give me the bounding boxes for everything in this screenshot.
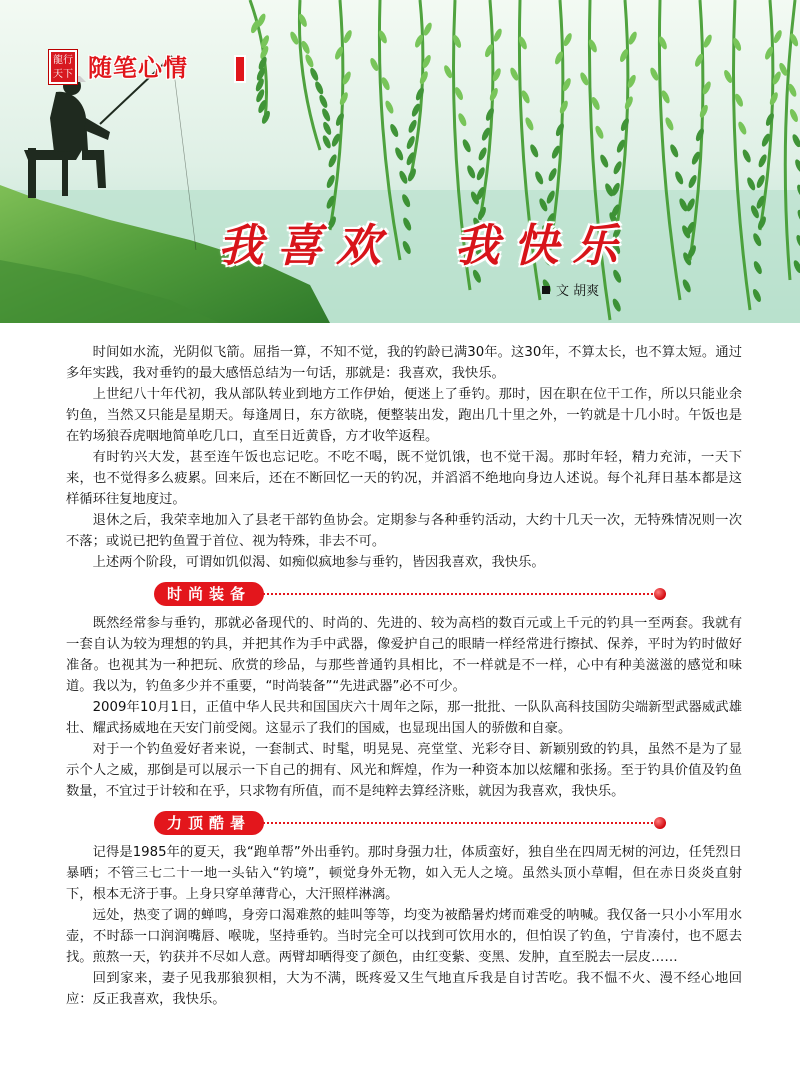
paragraph: 回到家来，妻子见我那狼狈相，大为不满，既疼爱又生气地直斥我是自讨苦吃。我不愠不火、漫不经心地回应：反正我喜欢，我快乐。 [66, 971, 742, 1007]
byline [542, 283, 599, 301]
paragraph: 记得是1985年的夏天，我“跑单帮”外出垂钓。那时身强力壮，体质蛮好，独自坐在四周无树的河边，任凭烈日暴晒；不管三七二十一地一头钻入“钓境”，顿觉身外无物，如入无人之境。虽然头顶小草帽，但在赤日炎炎直射下，根本无济于事。上身只穿单薄背心，大汗照样淋漓。 [66, 845, 742, 902]
section-heading-label: 时尚装备 [154, 582, 264, 606]
paragraph: 时间如水流，光阴似飞箭。屈指一算，不知不觉，我的钓龄已满30年。这30年，不算太长，也不算太短。通过多年实践，我对垂钓的最大感悟总结为一句话，那就是：我喜欢，我快乐。 [66, 345, 742, 381]
paragraph: 上世纪八十年代初，我从部队转业到地方工作伊始，便迷上了垂钓。那时，因在职在位干工作，所以只能业余钓鱼，当然又只能是星期天。每逢周日，东方欲晓，便整装出发，跑出几十里之外，一钓就是十几小时。午饭也是在钓场狼吞虎咽地简单吃几口，直至日近黄昏，方才收竿返程。 [66, 387, 742, 444]
header-banner [0, 0, 800, 323]
byline-square-icon [542, 286, 550, 294]
section-heading-label: 力顶酷暑 [154, 811, 264, 835]
article-body [66, 342, 742, 1010]
red-dot-icon [654, 588, 666, 600]
byline-author: 文 胡爽 [556, 284, 600, 299]
article-title: 我喜欢 我快乐 [218, 219, 632, 272]
column-title-bar [236, 57, 244, 81]
red-dot-icon [654, 817, 666, 829]
section-summer-heat [66, 842, 742, 1010]
column-logo-text: 龍行天下 [53, 55, 73, 80]
paragraph: 上述两个阶段，可谓如饥似渴、如痴似疯地参与垂钓，皆因我喜欢，我快乐。 [92, 555, 545, 570]
column-logo-badge [49, 50, 77, 84]
paragraph: 退休之后，我荣幸地加入了县老干部钓鱼协会。定期参与各种垂钓活动，大约十几天一次，无特殊情况则一次不落；或说已把钓鱼置于首位、视为特殊，非去不可。 [66, 513, 742, 549]
paragraph: 2009年10月1日，正值中华人民共和国国庆六十周年之际，那一批批、一队队高科技国防尖端新型武器威武雄壮、耀武扬威地在天安门前受阅。这显示了我们的国威，也显现出国人的骄傲和自豪。 [66, 700, 742, 736]
paragraph: 远处，热变了调的蝉鸣，身旁口渴难熬的蛙叫等等，均变为被酷暑灼烤而难受的呐喊。我仅备一只小小军用水壶，不时舔一口润润嘴唇、喉咙，坚持垂钓。当时完全可以找到可饮用水的，但怕误了钓鱼，宁肯凑付，也不愿去找。煎熬一天，钓获并不尽如人意。两臂却晒得变了颜色，由红变紫、变黑、发肿，直至脱去一层皮…… [66, 908, 742, 965]
paragraph: 对于一个钓鱼爱好者来说，一套制式、时髦，明晃晃、亮堂堂、光彩夺目、新颖别致的钓具，虽然不是为了显示个人之威，那倒是可以展示一下自己的拥有、风光和辉煌，作为一种资本加以炫耀和张扬。至于钓具价值及钓鱼数量，不宜过于计较和在乎，只求物有所值，而不是纯粹去算经济账，就因为我喜欢，我快乐。 [66, 742, 742, 799]
paragraph: 有时钓兴大发，甚至连午饭也忘记吃。不吃不喝，既不觉饥饿，也不觉干渴。那时年轻，精力充沛，一天下来，也不觉得多么疲累。回来后，还在不断回忆一天的钓况，并滔滔不绝地向身边人述说。每个礼拜日基本都是这样循环往复地度过。 [66, 450, 742, 507]
section-heading-fashion-gear [66, 579, 742, 609]
intro-section [66, 342, 742, 573]
section-heading-summer-heat [66, 808, 742, 838]
paragraph: 既然经常参与垂钓，那就必备现代的、时尚的、先进的、较为高档的数百元或上千元的钓具一至两套。我就有一套自认为较为理想的钓具，并把其作为手中武器，像爱护自己的眼睛一样经常进行擦拭、保养，平时为钓时做好准备。也视其为一种把玩、欣赏的珍品，与那些普通钓具相比，不一样就是不一样，心中有种美滋滋的感觉和味道。我以为，钓鱼多少并不重要，“时尚装备”“先进武器”必不可少。 [66, 616, 742, 694]
section-fashion-gear [66, 613, 742, 802]
column-title: 随笔心情 [88, 54, 188, 82]
